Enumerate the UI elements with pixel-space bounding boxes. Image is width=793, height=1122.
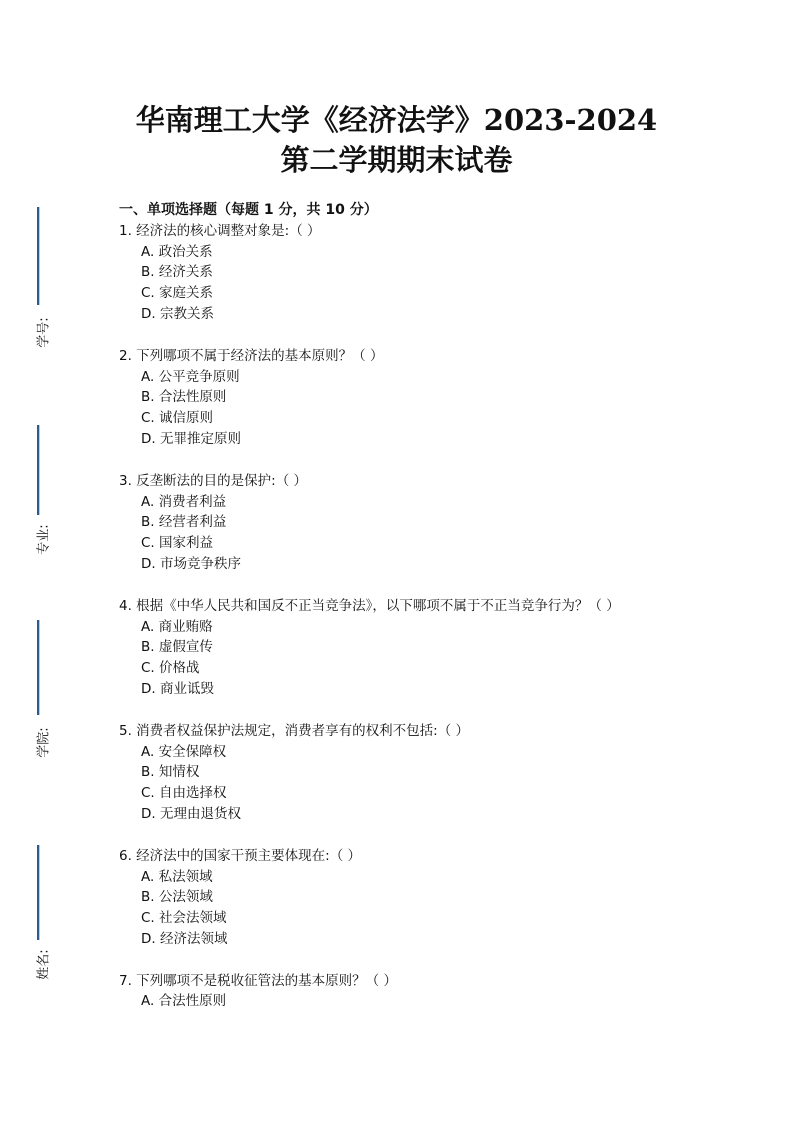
option: D. 无理由退货权: [141, 806, 241, 823]
question-stem: 2. 下列哪项不属于经济法的基本原则？（ ）: [119, 347, 384, 364]
question-2: [119, 346, 759, 450]
question-5: [119, 721, 759, 825]
option: C. 价格战: [141, 660, 200, 677]
option: D. 宗教关系: [141, 306, 214, 323]
student-id-line: [37, 207, 40, 305]
option: B. 经营者利益: [141, 514, 227, 531]
option: A. 消费者利益: [141, 493, 227, 510]
option: C. 国家利益: [141, 535, 214, 552]
name-line: [37, 845, 40, 940]
student-id-label: 学号:: [36, 317, 52, 348]
option: A. 政治关系: [141, 243, 213, 260]
question-stem: 4. 根据《中华人民共和国反不正当竞争法》，以下哪项不属于不正当竞争行为？（ ）: [119, 597, 620, 614]
question-4: [119, 596, 759, 700]
college-line: [37, 620, 40, 715]
option: A. 合法性原则: [141, 993, 227, 1010]
option: D. 市场竞争秩序: [141, 556, 241, 573]
exam-title-line2: 第二学期期末试卷: [280, 143, 513, 177]
major-line: [37, 425, 40, 515]
college-label: 学院:: [36, 727, 52, 758]
question-6: [119, 846, 759, 950]
major-label: 专业:: [36, 524, 52, 555]
question-stem: 5. 消费者权益保护法规定，消费者享有的权利不包括:（ ）: [119, 722, 470, 739]
question-3: [119, 471, 759, 575]
option: A. 公平竞争原则: [141, 368, 240, 385]
option: B. 虚假宣传: [141, 639, 213, 656]
name-label: 姓名:: [36, 949, 52, 980]
option: B. 合法性原则: [141, 389, 227, 406]
exam-title-line1: 华南理工大学《经济法学》2023-2024: [135, 103, 658, 137]
option: B. 知情权: [141, 764, 200, 781]
exam-content: [119, 200, 759, 1033]
option: A. 私法领域: [141, 868, 213, 885]
option: C. 社会法领域: [141, 910, 227, 927]
section-title: 一、单项选择题（每题 1 分，共 10 分）: [119, 202, 378, 218]
question-stem: 7. 下列哪项不是税收征管法的基本原则？（ ）: [119, 972, 397, 989]
option: C. 家庭关系: [141, 285, 214, 302]
option: D. 经济法领域: [141, 930, 228, 947]
question-1: [119, 221, 759, 325]
question-7: [119, 971, 759, 1013]
option: D. 商业诋毁: [141, 681, 214, 698]
option: C. 自由选择权: [141, 785, 227, 802]
option: B. 公法领域: [141, 889, 213, 906]
option: B. 经济关系: [141, 264, 213, 281]
option: C. 诚信原则: [141, 410, 214, 427]
option: A. 商业贿赂: [141, 618, 213, 635]
option: D. 无罪推定原则: [141, 431, 241, 448]
question-stem: 3. 反垄断法的目的是保护:（ ）: [119, 472, 308, 489]
question-stem: 6. 经济法中的国家干预主要体现在:（ ）: [119, 847, 362, 864]
option: A. 安全保障权: [141, 743, 227, 760]
question-stem: 1. 经济法的核心调整对象是:（ ）: [119, 222, 321, 239]
